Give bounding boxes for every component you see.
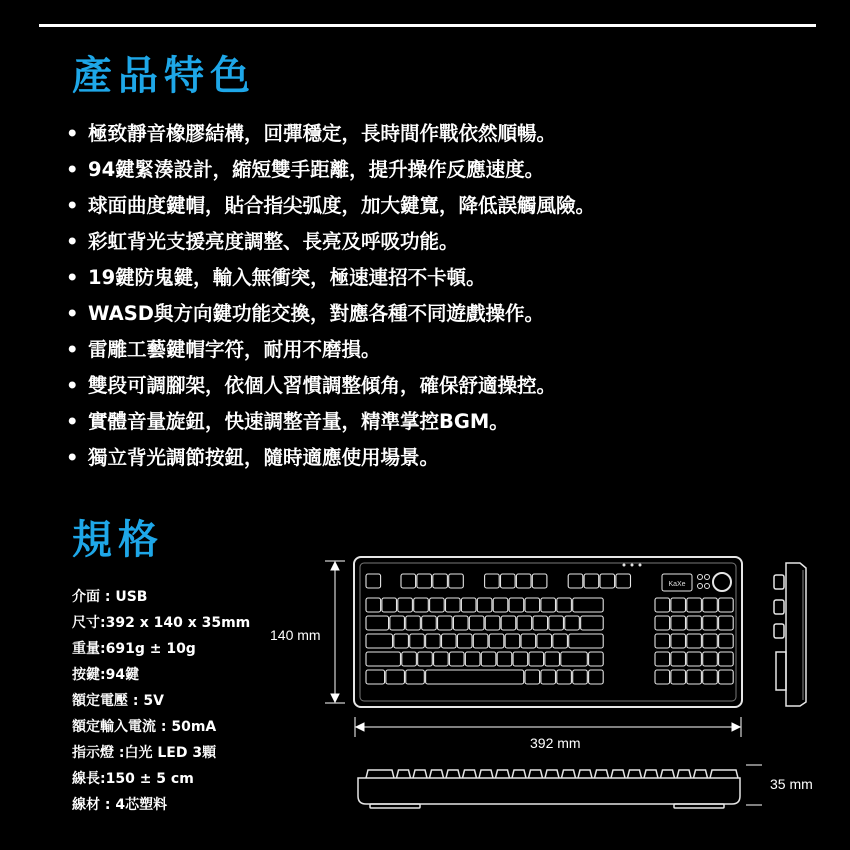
bullet-icon: • — [66, 158, 79, 181]
keycap — [446, 598, 461, 612]
keycap — [537, 634, 552, 648]
keycap — [426, 634, 441, 648]
keycap — [525, 670, 540, 684]
keycap — [557, 598, 572, 612]
keycap — [449, 574, 464, 588]
bullet-icon: • — [66, 194, 79, 217]
front-keycap — [446, 770, 460, 778]
indicator-led-icon — [705, 575, 710, 580]
front-key-row — [366, 770, 738, 778]
spec-current: 額定輸入電流 : 50mA — [72, 719, 217, 735]
keycap — [589, 652, 604, 666]
keycap — [390, 616, 405, 630]
keycap — [719, 598, 734, 612]
keycap — [516, 574, 531, 588]
front-keycap — [710, 770, 738, 778]
keycap — [517, 616, 532, 630]
keycap — [461, 598, 476, 612]
bullet-icon: • — [66, 266, 79, 289]
indicator-led-icon — [698, 584, 703, 589]
led-dot-icon — [639, 564, 641, 566]
feature-text: 球面曲度鍵帽，貼合指尖弧度，加大鍵寬，降低誤觸風險。 — [88, 194, 596, 217]
front-keycap — [595, 770, 609, 778]
feature-text: 彩虹背光支援亮度調整、長亮及呼吸功能。 — [88, 230, 459, 253]
keycap — [366, 574, 381, 588]
bullet-icon: • — [66, 410, 79, 433]
spec-keys: 按鍵:94鍵 — [72, 667, 140, 683]
keycap — [457, 634, 472, 648]
keycap — [561, 652, 588, 666]
keycap — [401, 574, 416, 588]
front-keycap — [366, 770, 394, 778]
spec-voltage: 額定電壓 : 5V — [72, 693, 164, 709]
spec-interface: 介面 : USB — [72, 589, 148, 605]
keycap — [533, 616, 548, 630]
keycap — [541, 670, 556, 684]
width-dimension-line — [355, 717, 741, 737]
features-heading: 產品特色 — [72, 53, 256, 99]
keycap — [417, 574, 432, 588]
keycap — [719, 616, 734, 630]
feature-text: 雷雕工藝鍵帽字符，耐用不磨損。 — [88, 338, 381, 361]
keycap — [529, 652, 544, 666]
feature-text: 極致靜音橡膠結構，回彈穩定，長時間作戰依然順暢。 — [88, 122, 557, 145]
keycap — [671, 652, 686, 666]
keycap — [719, 670, 734, 684]
keycap — [449, 652, 464, 666]
keycap — [366, 598, 381, 612]
front-keycap — [644, 770, 658, 778]
keycap — [671, 598, 686, 612]
keycap — [513, 652, 528, 666]
keycap — [477, 598, 492, 612]
height-dimension-label: 140 mm — [270, 627, 321, 643]
keycap — [366, 616, 389, 630]
keycap — [703, 670, 718, 684]
front-keycap — [562, 770, 576, 778]
keycap — [687, 598, 702, 612]
keycap — [671, 616, 686, 630]
keycap — [509, 598, 524, 612]
keycap — [565, 616, 580, 630]
keycap — [366, 634, 393, 648]
front-keycap — [463, 770, 477, 778]
bullet-icon: • — [66, 122, 79, 145]
spec-indicator: 指示燈 :白光 LED 3顆 — [72, 745, 217, 761]
spec-cable-length: 線長:150 ± 5 cm — [72, 771, 194, 787]
indicator-led-icon — [698, 575, 703, 580]
depth-dimension-label: 35 mm — [770, 776, 813, 792]
bullet-icon: • — [66, 302, 79, 325]
keycap — [687, 634, 702, 648]
keycap — [671, 634, 686, 648]
keycap — [485, 574, 500, 588]
keycap — [703, 652, 718, 666]
keyboard-front-view — [358, 770, 740, 808]
feature-text: 實體音量旋鈕，快速調整音量，精準掌控BGM。 — [88, 410, 509, 433]
keycap — [485, 616, 500, 630]
volume-knob-icon — [713, 573, 731, 591]
keycap — [422, 616, 437, 630]
front-keycap — [677, 770, 691, 778]
keycap — [671, 670, 686, 684]
keycap — [569, 634, 603, 648]
keycap — [719, 652, 734, 666]
bullet-icon: • — [66, 446, 79, 469]
keycap — [366, 670, 385, 684]
spec-weight: 重量:691g ± 10g — [72, 641, 196, 657]
keycap — [501, 574, 516, 588]
keycap — [600, 574, 615, 588]
keycap — [573, 598, 604, 612]
depth-dimension-line — [746, 765, 762, 805]
feature-text: 雙段可調腳架，依個人習慣調整傾角，確保舒適操控。 — [88, 374, 557, 397]
keycap — [703, 634, 718, 648]
keycap — [473, 634, 488, 648]
keycap — [532, 574, 547, 588]
front-keycap — [529, 770, 543, 778]
keycap — [481, 652, 496, 666]
front-keycap — [413, 770, 427, 778]
feature-text: 94鍵緊湊設計，縮短雙手距離，提升操作反應速度。 — [88, 158, 545, 181]
keycap — [430, 598, 445, 612]
front-keycap — [545, 770, 559, 778]
front-keycap — [397, 770, 411, 778]
keycap — [589, 670, 604, 684]
keyboard-side-view — [774, 563, 806, 706]
specs-heading: 規格 — [72, 517, 164, 563]
keycap — [703, 598, 718, 612]
keycap — [553, 634, 568, 648]
keycap — [410, 634, 425, 648]
feature-text: 19鍵防鬼鍵，輸入無衝突，極速連招不卡頓。 — [88, 266, 486, 289]
keycap — [687, 616, 702, 630]
keycap — [584, 574, 599, 588]
keycap — [719, 634, 734, 648]
keycap — [453, 616, 468, 630]
keycap — [402, 652, 417, 666]
keycap — [655, 598, 670, 612]
keycap — [557, 670, 572, 684]
keycap — [398, 598, 413, 612]
keycap — [493, 598, 508, 612]
height-dimension-line — [325, 561, 345, 703]
keycap — [434, 652, 449, 666]
keycap — [465, 652, 480, 666]
keyboard-top-view — [354, 557, 742, 707]
keycap — [438, 616, 453, 630]
keycap — [501, 616, 516, 630]
keycap — [418, 652, 433, 666]
keycap — [414, 598, 429, 612]
keycap — [469, 616, 484, 630]
front-keycap — [694, 770, 708, 778]
keycap — [386, 670, 405, 684]
keycap — [406, 616, 421, 630]
keycap — [581, 616, 604, 630]
keycap — [655, 616, 670, 630]
bullet-icon: • — [66, 230, 79, 253]
keycap — [366, 652, 400, 666]
keycap — [687, 670, 702, 684]
keycap — [521, 634, 536, 648]
spec-dimensions: 尺寸:392 x 140 x 35mm — [72, 615, 251, 631]
led-dot-icon — [623, 564, 625, 566]
bullet-icon: • — [66, 338, 79, 361]
keycap — [616, 574, 631, 588]
front-keycap — [628, 770, 642, 778]
front-keycap — [496, 770, 510, 778]
keycap — [426, 670, 524, 684]
led-dot-icon — [631, 564, 633, 566]
feature-text: 獨立背光調節按鈕，隨時適應使用場景。 — [88, 446, 440, 469]
front-keycap — [430, 770, 444, 778]
keycap — [382, 598, 397, 612]
front-keycap — [661, 770, 675, 778]
front-keycap — [578, 770, 592, 778]
keycap — [568, 574, 583, 588]
indicator-led-icon — [705, 584, 710, 589]
keycap — [394, 634, 409, 648]
keycap — [655, 634, 670, 648]
front-keycap — [611, 770, 625, 778]
front-keycap — [479, 770, 493, 778]
keycap — [545, 652, 560, 666]
keycap — [489, 634, 504, 648]
spec-cable-material: 線材 : 4芯塑料 — [72, 797, 168, 813]
keycap — [703, 616, 718, 630]
keycap — [549, 616, 564, 630]
keycap — [505, 634, 520, 648]
width-dimension-label: 392 mm — [530, 735, 581, 751]
feature-text: WASD與方向鍵功能交換，對應各種不同遊戲操作。 — [88, 302, 544, 325]
front-keycap — [512, 770, 526, 778]
keycap — [433, 574, 448, 588]
keycap — [687, 652, 702, 666]
brand-logo: KaXe — [668, 581, 686, 588]
bullet-icon: • — [66, 374, 79, 397]
keycap — [525, 598, 540, 612]
keycap — [406, 670, 425, 684]
keycap — [497, 652, 512, 666]
keycap — [655, 670, 670, 684]
keycap — [541, 598, 556, 612]
keycap — [573, 670, 588, 684]
keycap — [655, 652, 670, 666]
keycap — [442, 634, 457, 648]
